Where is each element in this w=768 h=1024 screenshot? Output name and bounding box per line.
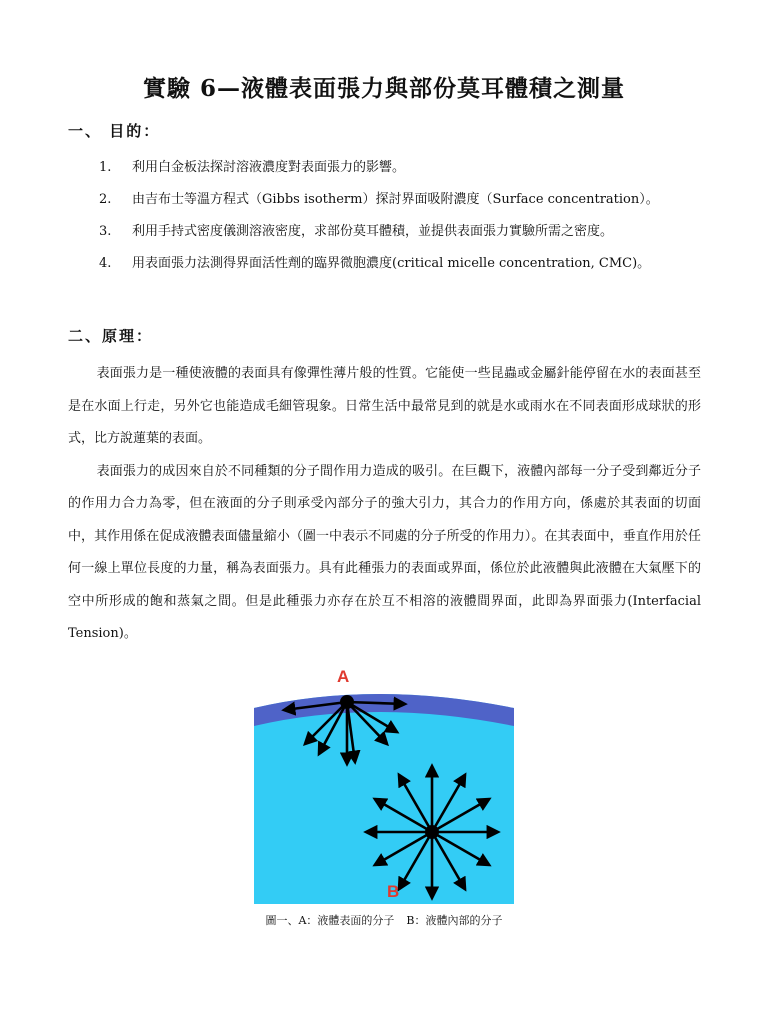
principle-body xyxy=(68,358,701,651)
page-title: 實驗 6—液體表面張力與部份莫耳體積之測量 xyxy=(142,75,625,102)
surface-molecule xyxy=(340,695,354,709)
section-heading-objectives: 一、 目的： xyxy=(68,122,161,140)
figure-diagram xyxy=(254,662,514,904)
label-b: B xyxy=(387,882,400,901)
list-item-text: 利用白金板法探討溶液濃度對表面張力的影響。 xyxy=(132,160,406,175)
paragraph: 表面張力是一種使液體的表面具有像彈性薄片般的性質。它能使一些昆蟲或金屬針能停留在水的表面甚至是在水面上行走，另外它也能造成毛細管現象。日常生活中最常見到的就是水或雨水在不同表面形成球狀的形式，比方說蓮葉的表面。 xyxy=(68,366,701,446)
list-item-text: 利用手持式密度儀測溶液密度，求部份莫耳體積，並提供表面張力實驗所需之密度。 xyxy=(132,224,614,239)
objectives-list xyxy=(68,152,708,280)
list-item-number: 3. xyxy=(99,224,112,239)
list-item-text: 用表面張力法測得界面活性劑的臨界微胞濃度(critical micelle concentration, CMC)。 xyxy=(132,256,651,271)
list-item-number: 1. xyxy=(99,160,112,175)
label-a: A xyxy=(337,667,350,686)
list-item-number: 2. xyxy=(99,192,112,207)
figure-surface-tension xyxy=(254,662,514,904)
caption-part-b: B：液體內部的分子 xyxy=(406,914,503,927)
interior-molecule xyxy=(425,825,439,839)
list-item xyxy=(68,152,708,184)
list-item xyxy=(68,216,708,248)
list-item xyxy=(68,248,708,280)
paragraph: 表面張力的成因來自於不同種類的分子間作用力造成的吸引。在巨觀下，液體內部每一分子受到鄰近分子的作用力合力為零，但在液面的分子則承受內部分子的強大引力，其合力的作用方向，係處於其表面的切面中，其作用係在促成液體表面儘量縮小（圖一中表示不同處的分子所受的作用力）。在其表面中，垂直作用於任何一線上單位長度的力量，稱為表面張力。具有此種張力的表面或界面，係位於此液體與此液體在大氣壓下的空中所形成的飽和蒸氣之間。但是此種張力亦存在於互不相溶的液體間界面，此即為界面張力(Interfacial Tension)。 xyxy=(68,463,701,641)
list-item-number: 4. xyxy=(99,256,112,271)
list-item-text: 由吉布士等溫方程式（Gibbs isotherm）探討界面吸附濃度（Surface concentration）。 xyxy=(132,192,659,207)
section-heading-principle: 二、原理： xyxy=(68,327,154,345)
caption-part-a: 圖一、A：液體表面的分子 xyxy=(265,914,395,927)
list-item xyxy=(68,184,708,216)
figure-caption xyxy=(0,912,768,928)
